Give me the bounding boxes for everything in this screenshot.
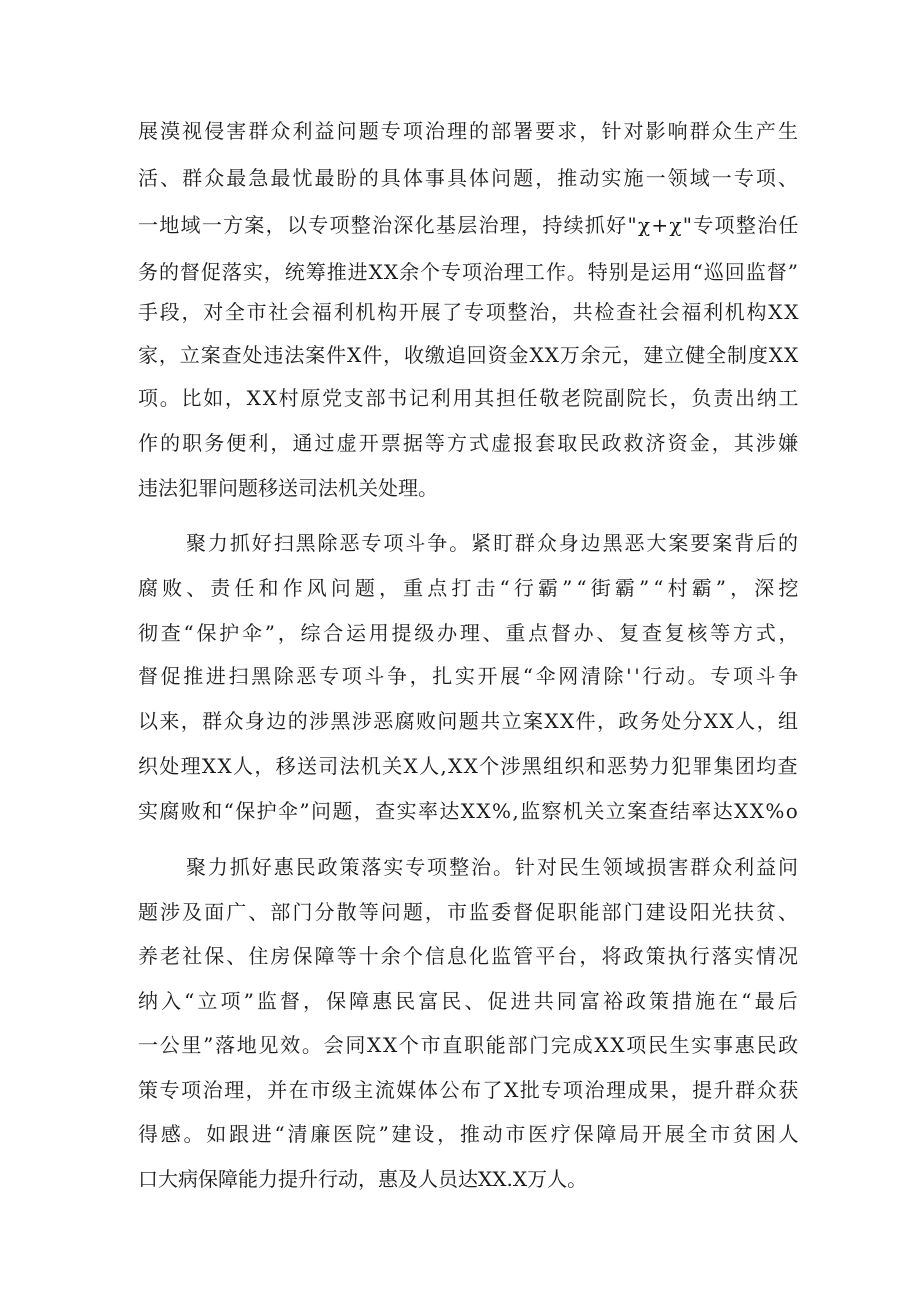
text-line: 一公里”落地见效。会同XX个市直职能部门完成XX项民生实事惠民政 <box>138 1033 800 1057</box>
text-line: 织处理XX人，移送司法机关X人,XX个涉黑组织和恶势力犯罪集团均查 <box>138 754 799 778</box>
text-line: 实腐败和“保护伞”问题，查实率达XX%,监察机关立案查结率达XX%o <box>138 799 800 823</box>
text-line: 聚力抓好扫黑除恶专项斗争。紧盯群众身边黑恶大案要案背后的 <box>186 531 800 555</box>
text-line: 作的职务便利，通过虚开票据等方式虚报套取民政救济资金，其涉嫌 <box>138 431 801 455</box>
text-line: 违法犯罪问题移送司法机关处理。 <box>138 476 438 500</box>
text-line: 题涉及面广、部门分散等问题，市监委督促职能部门建设阳光扶贫、 <box>138 900 801 924</box>
text-line: 活、群众最急最忧最盼的具体事具体问题，推动实施一领域一专项、 <box>138 166 801 190</box>
text-line: 得感。如跟进“清廉医院”建设，推动市医疗保障局开展全市贫困人 <box>138 1122 802 1146</box>
text-line: 项。比如，XX村原党支部书记利用其担任敬老院副院长，负责出纳工 <box>138 386 801 410</box>
text-line: 家，立案查处违法案件X件，收缴追回资金XX万余元，建立健全制度XX <box>138 343 800 367</box>
text-line: 一地域一方案，以专项整治深化基层治理，持续抓好"χ+χ"专项整治任 <box>138 213 800 237</box>
text-line: 务的督促落实，统筹推进XX余个专项治理工作。特别是运用“巡回监督” <box>138 260 799 284</box>
text-line: 口大病保障能力提升行动，惠及人员达XX.X万人。 <box>138 1167 588 1191</box>
text-line: 彻查“保护伞”，综合运用提级办理、重点督办、复查复核等方式， <box>138 621 802 645</box>
text-line: 以来，群众身边的涉黑涉恶腐败问题共立案XX件，政务处分XX人，组 <box>138 709 800 733</box>
text-line: 展漠视侵害群众利益问题专项治理的部署要求，针对影响群众生产生 <box>138 119 801 143</box>
text-line: 养老社保、住房保障等十余个信息化监管平台，将政策执行落实情况 <box>138 944 801 968</box>
text-line: 聚力抓好惠民政策落实专项整治。针对民生领域损害群众利益问 <box>186 855 800 879</box>
text-line: 手段，对全市社会福利机构开展了专项整治，共检查社会福利机构XX <box>138 300 801 324</box>
text-line: 纳入“立项”监督，保障惠民富民、促进共同富裕政策措施在“最后 <box>138 989 801 1013</box>
text-line: 策专项治理，并在市级主流媒体公布了X批专项治理成果，提升群众获 <box>138 1078 800 1102</box>
text-line: 腐败、责任和作风问题，重点打击“行霸”“街霸”“村霸”，深挖 <box>138 576 803 600</box>
text-line: 督促推进扫黑除恶专项斗争，扎实开展“伞网清除''行动。专项斗争 <box>138 664 801 688</box>
